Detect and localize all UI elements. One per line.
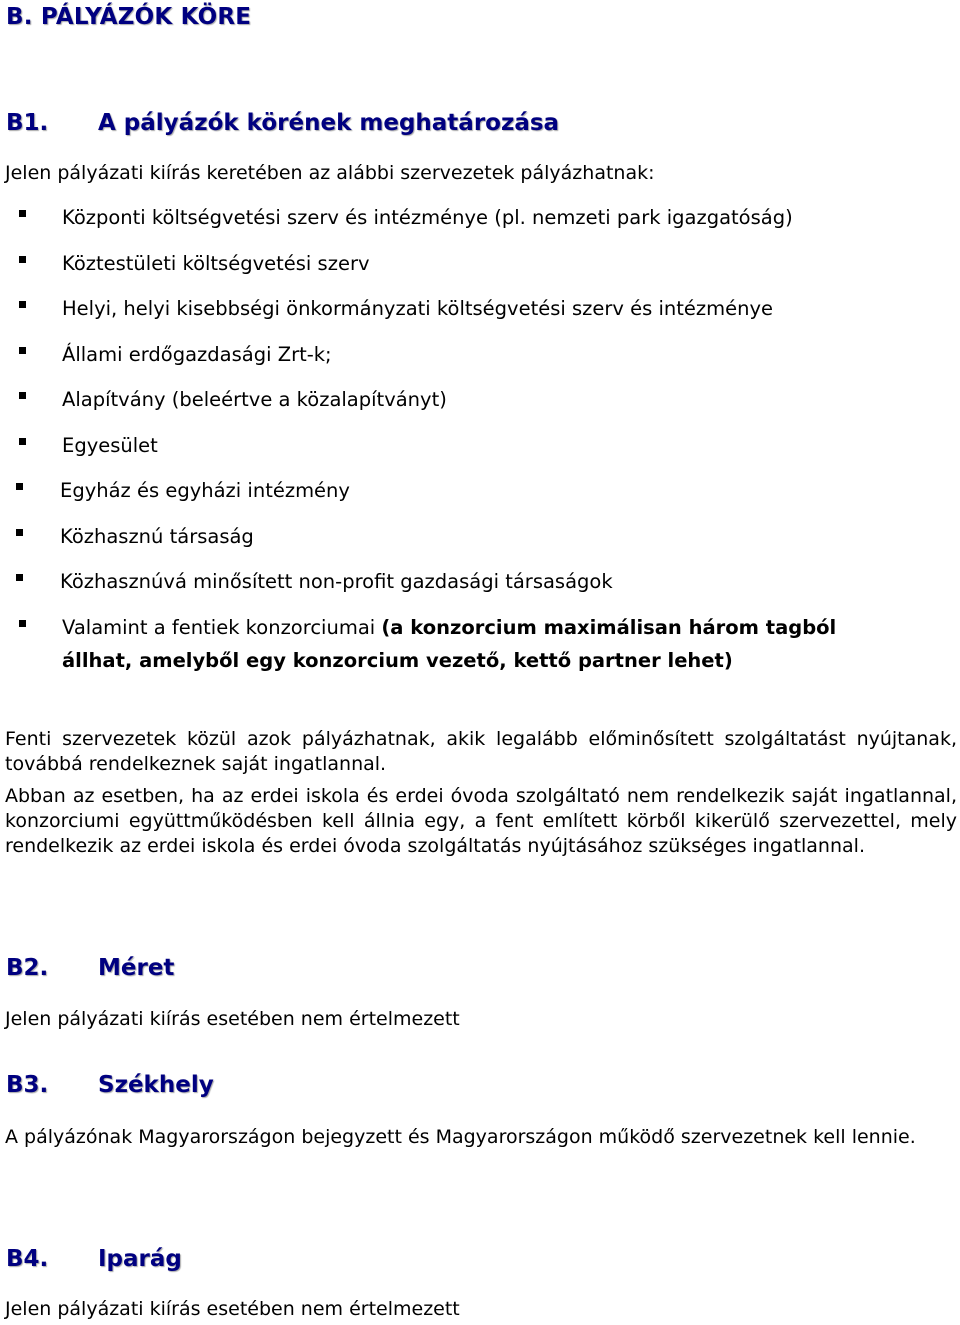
list-item: Állami erdőgazdasági Zrt-k; [62, 343, 332, 366]
consortium-condition: (a konzorcium maximálisan három tagból [381, 616, 837, 639]
list-item: Helyi, helyi kisebbségi önkormányzati költségvetési szerv és intézménye [62, 297, 774, 320]
b4-number: B4. [6, 1246, 49, 1272]
section-title: B. PÁLYÁZÓK KÖRE [6, 4, 252, 30]
b1-paragraph-2: Abban az esetben, ha az erdei iskola és erdei óvoda szolgáltató nem rendelkezik saját ingatlannal, konzorciumi együttműködésben kell állnia egy, a fent említett körből kikerülő szervezettel, mely rendelkezik az erdei iskola és erdei óvoda szolgáltatás nyújtásához szükséges ingatlannal. [5, 785, 957, 857]
bullet-square-icon [19, 620, 26, 627]
b2-title: Méret [98, 955, 175, 981]
bullet-square-icon [19, 301, 26, 308]
b1-intro: Jelen pályázati kiírás keretében az alábbi szervezetek pályázhatnak: [5, 162, 655, 184]
bullet-square-icon [19, 438, 26, 445]
bullet-square-icon [16, 483, 23, 490]
b3-title: Székhely [98, 1072, 214, 1098]
list-item: Közhasznú társaság [60, 525, 254, 548]
list-item: Egyesület [62, 434, 158, 457]
list-item: Közhasznúvá minősített non-profit gazdasági társaságok [60, 570, 613, 593]
b1-number: B1. [6, 110, 49, 136]
consortium-condition-continued: állhat, amelyből egy konzorcium vezető, kettő partner lehet) [62, 649, 733, 672]
bullet-square-icon [19, 210, 26, 217]
b1-paragraph-1: Fenti szervezetek közül azok pályázhatnak, akik legalább előminősített szolgáltatást nyújtanak, továbbá rendelkeznek saját ingatlannal. [5, 728, 957, 775]
list-item: Egyház és egyházi intézmény [60, 479, 350, 502]
b1-title: A pályázók körének meghatározása [98, 110, 560, 136]
bullet-square-icon [19, 392, 26, 399]
b3-number: B3. [6, 1072, 49, 1098]
b3-text: A pályázónak Magyarországon bejegyzett és Magyarországon működő szervezetnek kell lennie. [5, 1126, 916, 1148]
consortium-text: Valamint a fentiek konzorciumai [62, 616, 382, 639]
bullet-square-icon [16, 529, 23, 536]
list-item: Központi költségvetési szerv és intézménye (pl. nemzeti park igazgatóság) [62, 206, 793, 229]
bullet-square-icon [16, 574, 23, 581]
b4-text: Jelen pályázati kiírás esetében nem értelmezett [5, 1298, 460, 1320]
bullet-square-icon [19, 347, 26, 354]
b2-number: B2. [6, 955, 49, 981]
bullet-square-icon [19, 256, 26, 263]
list-item: Alapítvány (beleértve a közalapítványt) [62, 388, 447, 411]
b4-title: Iparág [98, 1246, 182, 1272]
b2-text: Jelen pályázati kiírás esetében nem értelmezett [5, 1008, 460, 1030]
list-item: Köztestületi költségvetési szerv [62, 252, 370, 275]
list-item-consortium [62, 615, 836, 640]
